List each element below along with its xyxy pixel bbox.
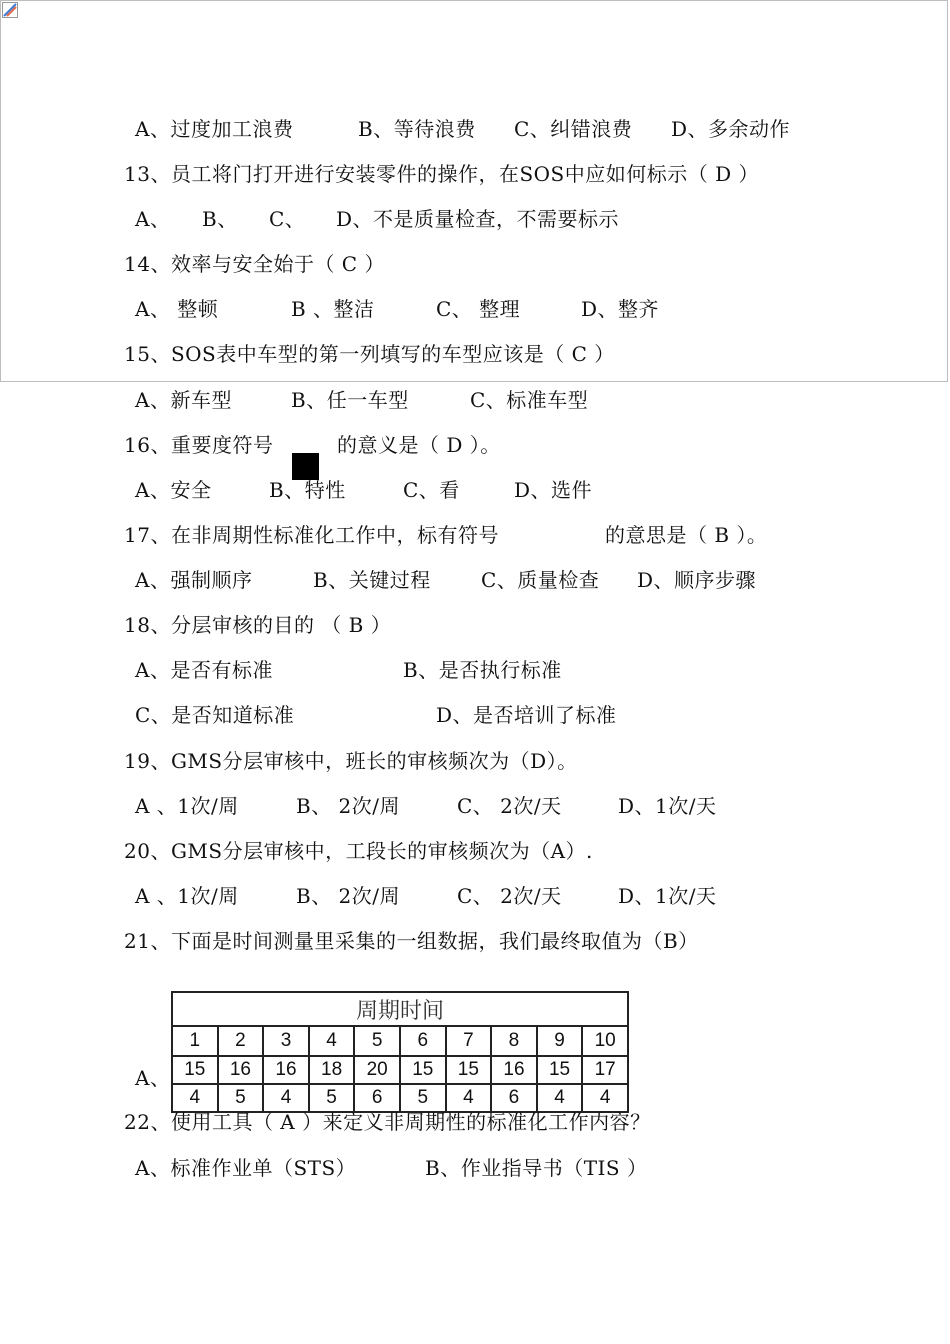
- table-cell: 16: [263, 1056, 309, 1084]
- option-c: C、 2次/天: [457, 794, 562, 818]
- question-16-prefix: 16、重要度符号: [124, 433, 274, 457]
- table-cell: 4: [446, 1084, 492, 1112]
- option-b: B、 2次/周: [296, 884, 401, 908]
- option-b: B、等待浪费: [358, 117, 476, 141]
- option-c: C、标准车型: [470, 388, 589, 412]
- question-22: 22、使用工具（ A ）来定义非周期性的标准化工作内容？: [124, 1110, 651, 1134]
- table-cell: 5: [309, 1084, 355, 1112]
- table-cell: 17: [582, 1056, 628, 1084]
- table-cell: 6: [354, 1084, 400, 1112]
- question-14: 14、效率与安全始于（ C ）: [124, 252, 385, 276]
- option-a: A、安全: [135, 478, 212, 502]
- question-20: 20、GMS分层审核中，工段长的审核频次为（A）.: [124, 839, 593, 863]
- option-a: A、: [135, 207, 171, 231]
- table-cell: 20: [354, 1056, 400, 1084]
- option-c: C、看: [403, 478, 460, 502]
- table-cell: 2: [218, 1026, 264, 1056]
- option-c: C、是否知道标准: [135, 703, 295, 727]
- answer-row-18b: [135, 700, 617, 730]
- table-cell: 18: [309, 1056, 355, 1084]
- question-17-prefix: 17、在非周期性标准化工作中，标有符号: [124, 523, 499, 547]
- option-a: A、过度加工浪费: [135, 117, 294, 141]
- option-d: D、多余动作: [671, 117, 791, 141]
- table-cell: 10: [582, 1026, 628, 1056]
- option-a: A、标准作业单（STS）: [135, 1156, 357, 1180]
- option-c: C、 2次/天: [457, 884, 562, 908]
- answer-row-14: [135, 294, 660, 324]
- option-d: D、选件: [514, 478, 593, 502]
- answer-row-12: [135, 114, 791, 144]
- option-d: D、顺序步骤: [637, 568, 757, 592]
- table-cell: 5: [400, 1084, 446, 1112]
- table-cell: 15: [446, 1056, 492, 1084]
- option-b: B、任一车型: [291, 388, 409, 412]
- option-d: D、整齐: [581, 297, 660, 321]
- question-17-suffix: 的意思是（ B ）。: [605, 523, 768, 547]
- answer-row-17: [135, 565, 757, 595]
- table-cell: 5: [354, 1026, 400, 1056]
- question-15: 15、SOS表中车型的第一列填写的车型应该是（ C ）: [124, 342, 615, 366]
- table-cell: 6: [400, 1026, 446, 1056]
- table-cell: 4: [309, 1026, 355, 1056]
- option-c: C、 整理: [436, 297, 521, 321]
- option-b: B、: [202, 207, 238, 231]
- table-cell: 15: [537, 1056, 583, 1084]
- answer-row-21-label: A、: [135, 1066, 171, 1090]
- answer-row-18a: [135, 655, 562, 685]
- question-17: [124, 520, 768, 550]
- table-cell: 15: [400, 1056, 446, 1084]
- table-cell: 16: [218, 1056, 264, 1084]
- table-cell: 4: [172, 1084, 218, 1112]
- question-16: [124, 430, 501, 460]
- table-cell: 3: [263, 1026, 309, 1056]
- option-c: C、质量检查: [481, 568, 600, 592]
- answer-row-20: [135, 881, 717, 911]
- broken-image-icon: [2, 2, 18, 18]
- answer-row-16: [135, 475, 593, 505]
- option-b: B、是否执行标准: [403, 658, 562, 682]
- option-d: D、1次/天: [618, 884, 717, 908]
- option-b: B、特性: [269, 478, 346, 502]
- option-d: D、不是质量检查，不需要标示: [336, 207, 620, 231]
- option-a: A、 整顿: [135, 297, 219, 321]
- table-cell: 9: [537, 1026, 583, 1056]
- option-c: C、纠错浪费: [514, 117, 633, 141]
- answer-row-19: [135, 791, 717, 821]
- table-cell: 16: [491, 1056, 537, 1084]
- table-cell: 4: [537, 1084, 583, 1112]
- option-a: A、强制顺序: [135, 568, 253, 592]
- option-a: A、是否有标准: [135, 658, 273, 682]
- table-cell: 7: [446, 1026, 492, 1056]
- option-d: D、1次/天: [618, 794, 717, 818]
- question-19: 19、GMS分层审核中，班长的审核频次为（D）。: [124, 749, 578, 773]
- question-18: 18、分层审核的目的 （ B ）: [124, 613, 392, 637]
- option-a: A 、1次/周: [135, 884, 239, 908]
- table-cell: 15: [172, 1056, 218, 1084]
- cycle-time-table: [171, 991, 629, 1113]
- table-cell: 5: [218, 1084, 264, 1112]
- question-16-suffix: 的意义是（ D ）。: [337, 433, 501, 457]
- option-a: A、新车型: [135, 388, 232, 412]
- option-a: A 、1次/周: [135, 794, 239, 818]
- answer-row-22: [135, 1153, 648, 1183]
- option-b: B、作业指导书（TIS ）: [425, 1156, 648, 1180]
- table-cell: 1: [172, 1026, 218, 1056]
- table-row: [172, 1026, 628, 1056]
- table-cell: 8: [491, 1026, 537, 1056]
- table-row: [172, 1056, 628, 1084]
- option-b: B 、整洁: [291, 297, 375, 321]
- table-cell: 4: [582, 1084, 628, 1112]
- answer-row-15: [135, 385, 589, 415]
- question-13: 13、员工将门打开进行安装零件的操作，在SOS中应如何标示（ D ）: [124, 162, 759, 186]
- question-21: 21、下面是时间测量里采集的一组数据，我们最终取值为（B）: [124, 929, 699, 953]
- option-b: B、 2次/周: [296, 794, 401, 818]
- option-c: C、: [269, 207, 306, 231]
- option-d: D、是否培训了标准: [436, 703, 617, 727]
- table-title: 周期时间: [172, 992, 628, 1026]
- table-cell: 4: [263, 1084, 309, 1112]
- answer-row-13: [135, 204, 620, 234]
- option-b: B、关键过程: [313, 568, 431, 592]
- table-cell: 6: [491, 1084, 537, 1112]
